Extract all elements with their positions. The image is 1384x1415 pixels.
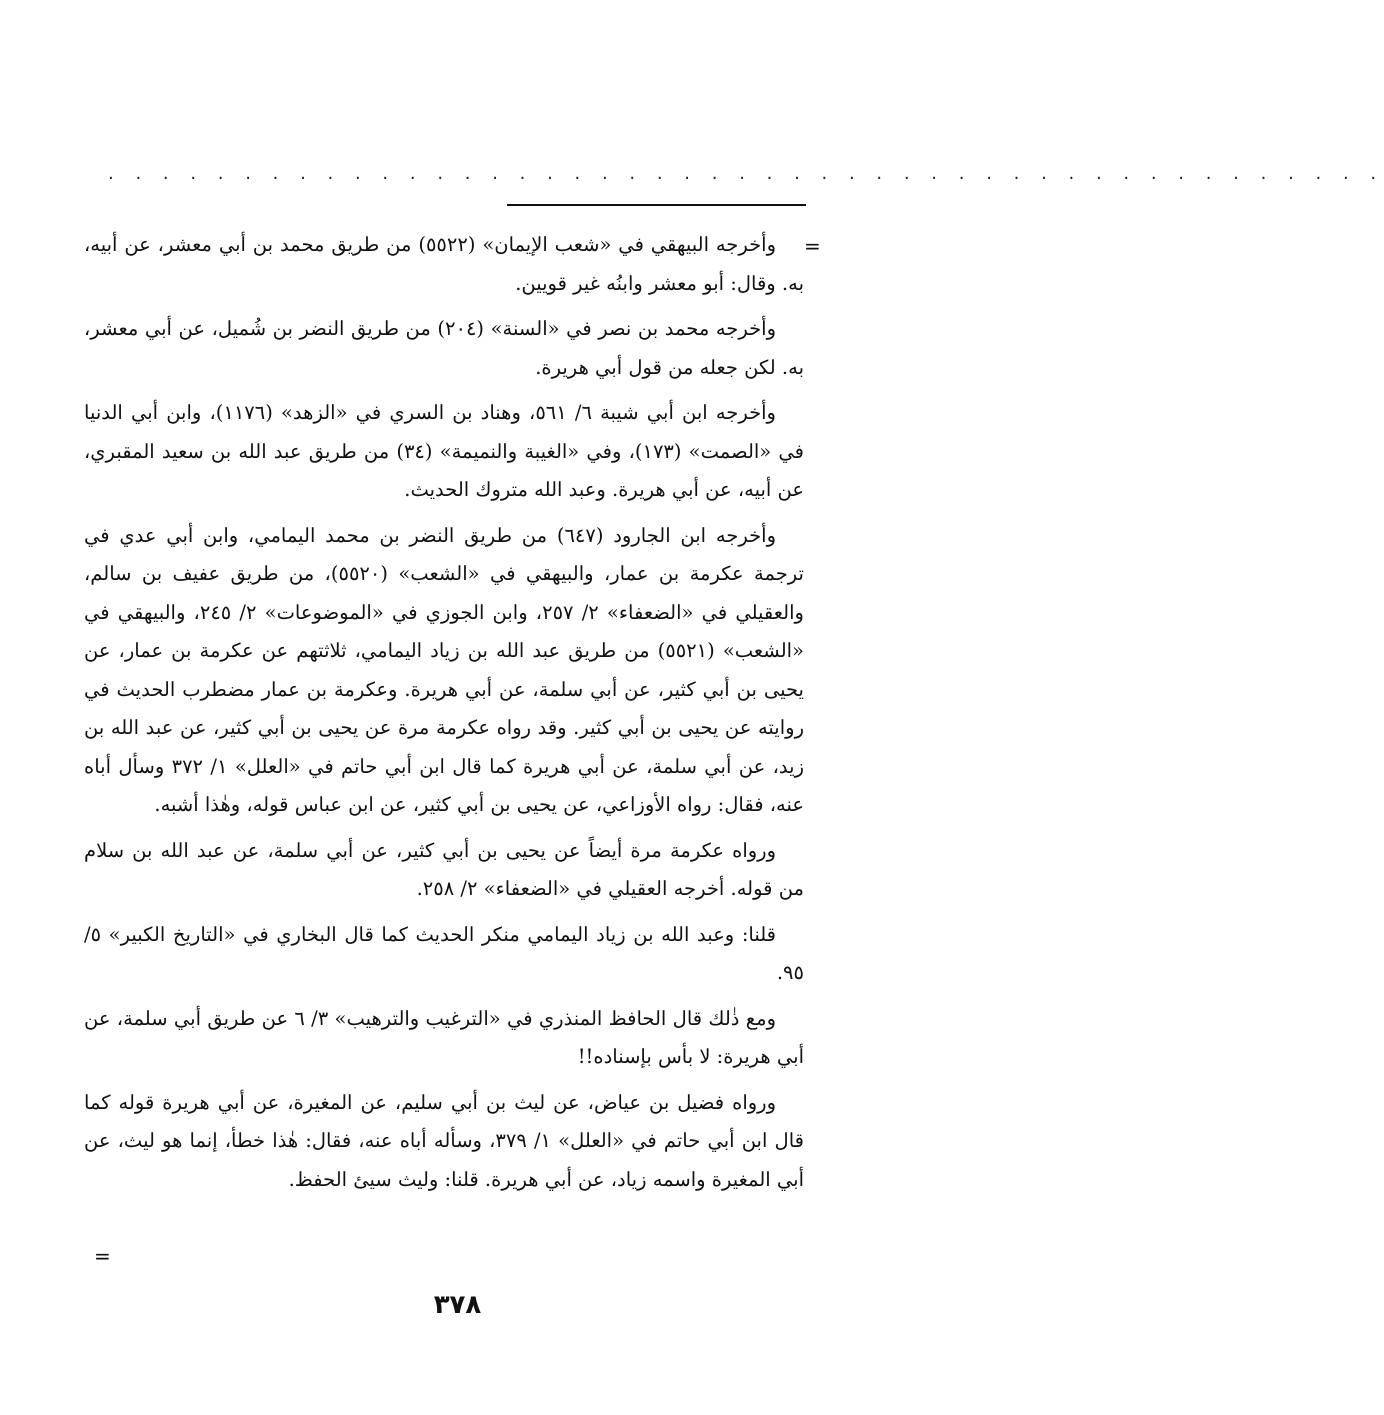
paragraph-7: ومع ذٰلك قال الحافظ المنذري في «الترغيب والترهيب» ٣/ ٦ عن طريق أبي سلمة، عن أبي هريرة: لا بأس بإسناده!! (84, 1006, 804, 1068)
paragraph-3: وأخرجه ابن أبي شيبة ٦/ ٥٦١، وهناد بن السري في «الزهد» (١١٧٦)، وابن أبي الدنيا في «الصمت» (١٧٣)، وفي «الغيبة والنميمة» (٣٤) من طريق عبد الله بن سعيد المقبري، عن أبيه، عن أبي هريرة. وعبد الله متروك الحديث. (84, 401, 804, 501)
paragraph-6: قلنا: وعبد الله بن زياد اليمامي منكر الحديث كما قال البخاري في «التاريخ الكبير» ٥/ ٩٥. (84, 922, 804, 984)
paragraph-4: وأخرجه ابن الجارود (٦٤٧) من طريق النضر بن محمد اليمامي، وابن أبي عدي في ترجمة عكرمة بن عمار، والبيهقي في «الشعب» (٥٥٢٠)، من طريق عفيف بن سالم، والعقيلي في «الضعفاء» ٢/ ٢٥٧، وابن الجوزي في «الموضوعات» ٢/ ٢٤٥، والبيهقي في «الشعب» (٥٥٢١) من طريق عبد الله بن زياد اليمامي، ثلاثتهم عن عكرمة بن عمار، عن يحيى بن أبي كثير، عن أبي سلمة، عن أبي هريرة. وعكرمة بن عمار مضطرب الحديث في روايته عن يحيى بن أبي كثير. وقد رواه عكرمة مرة عن يحيى بن أبي كثير، عن عبد الله بن زيد، عن أبي سلمة، عن أبي هريرة كما قال ابن أبي حاتم في «العلل» ١/ ٣٧٢ وسأل أباه عنه، فقال: رواه الأوزاعي، عن يحيى بن أبي كثير، عن ابن عباس قوله، وهٰذا أشبه. (84, 523, 804, 816)
paragraph-2: وأخرجه محمد بن نصر في «السنة» (٢٠٤) من طريق النضر بن شُميل، عن أبي معشر، به. لكن جعله من قول أبي هريرة. (84, 317, 804, 379)
paragraph-1: وأخرجه البيهقي في «شعب الإيمان» (٥٥٢٢) من طريق محمد بن أبي معشر، عن أبيه، به. وقال: أبو معشر وابنُه غير قويين. (84, 233, 804, 295)
paragraph-5: ورواه عكرمة مرة أيضاً عن يحيى بن أبي كثير، عن أبي سلمة، عن عبد الله بن سلام من قوله. أخرجه العقيلي في «الضعفاء» ٢/ ٢٥٨. (84, 838, 804, 900)
paragraph-8: ورواه فضيل بن عياض، عن ليث بن أبي سليم، عن المغيرة، عن أبي هريرة قوله كما قال ابن أبي حاتم في «العلل» ١/ ٣٧٩، وسأله أباه عنه، فقال: هٰذا خطأ، إنما هو ليث، عن أبي المغيرة واسمه زياد، عن أبي هريرة. قلنا: وليث سيئ الحفظ. (84, 1090, 804, 1191)
footnote-rule (507, 204, 806, 206)
continuation-mark-bottom: = (94, 1244, 111, 1268)
page-number: ٣٧٨ (433, 1290, 482, 1320)
footnote-text (84, 226, 804, 1206)
continuation-mark-top: = (804, 234, 821, 258)
separator-dots: . . . . . . . . . . . . . . . . . . . . . . . . . . . . . . . . . . . . . . . . . . . . . . . (108, 163, 1384, 184)
